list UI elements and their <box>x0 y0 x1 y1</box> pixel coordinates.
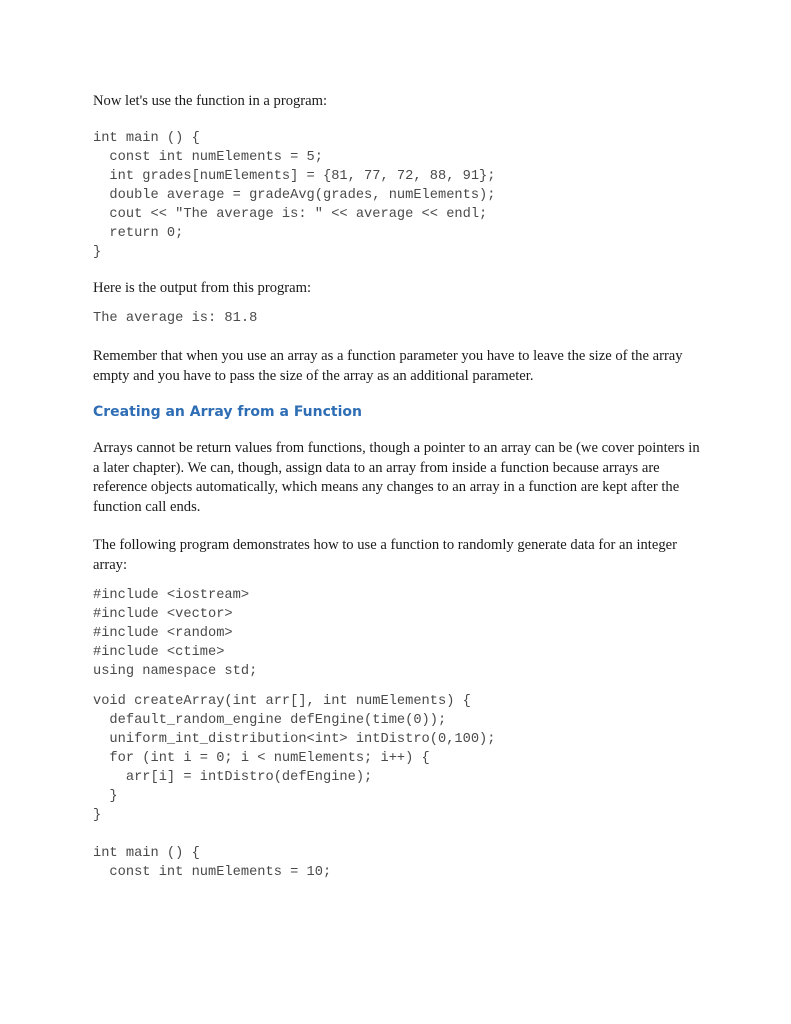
code-block-main-start: int main () { const int numElements = 10; <box>93 846 332 880</box>
code-block-main-grades: int main () { const int numElements = 5; int grades[numElements] = {81, 77, 72, 88, 91}; double average = gradeAvg(grades, numElements); cout << "The average is: " << average << endl; return 0; } <box>93 130 496 260</box>
remember-paragraph: Remember that when you use an array as a function parameter you have to leave the size of the array empty and you have to pass the size of the array as an additional parameter. <box>93 348 683 384</box>
code-block-create-array: void createArray(int arr[], int numElements) { default_random_engine defEngine(time(0)); uniform_int_distribution<int> intDistro(0,100); for (int i = 0; i < numElements; i++) { arr[i] = intDistro(defEngine); } } <box>93 694 496 823</box>
arrays-paragraph: Arrays cannot be return values from functions, though a pointer to an array can be (we cover pointers in a later chapter). We can, though, assign data to an array from inside a function because arrays are reference objects automatically, which means any changes to an array in a function are kept after the function call ends. <box>93 440 700 515</box>
section-heading: Creating an Array from a Function <box>93 404 362 420</box>
output-intro-paragraph: Here is the output from this program: <box>93 279 312 296</box>
document-page <box>93 92 703 882</box>
intro-paragraph: Now let's use the function in a program: <box>93 93 328 109</box>
program-output: The average is: 81.8 <box>93 311 258 326</box>
following-paragraph: The following program demonstrates how to use a function to randomly generate data for an integer array: <box>93 537 677 573</box>
code-block-includes: #include <iostream> #include <vector> #include <random> #include <ctime> using namespace std; <box>93 588 258 679</box>
